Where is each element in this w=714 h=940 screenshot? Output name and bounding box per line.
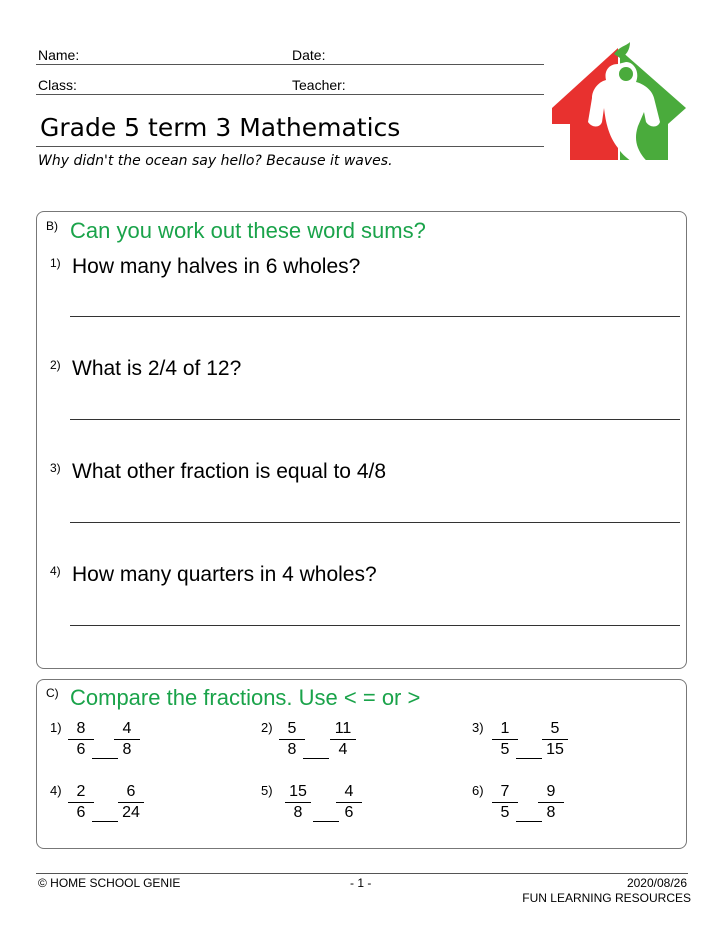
compare-4-answer-blank[interactable] bbox=[92, 821, 118, 822]
compare-5-number: 5) bbox=[261, 783, 273, 798]
numerator: 15 bbox=[285, 782, 311, 803]
compare-3-number: 3) bbox=[472, 720, 484, 735]
compare-5-fraction-a bbox=[285, 782, 311, 823]
compare-4-number: 4) bbox=[50, 783, 62, 798]
numerator: 5 bbox=[279, 719, 305, 740]
denominator: 8 bbox=[546, 804, 556, 821]
title-line bbox=[36, 146, 544, 147]
compare-3-fraction-b bbox=[542, 719, 568, 760]
compare-4-fraction-b bbox=[118, 782, 144, 823]
compare-2-number: 2) bbox=[261, 720, 273, 735]
name-date-line bbox=[36, 64, 544, 65]
numerator: 1 bbox=[492, 719, 518, 740]
compare-2-fraction-b bbox=[330, 719, 356, 760]
class-label: Class: bbox=[38, 77, 77, 93]
section-c-letter: C) bbox=[46, 686, 59, 700]
compare-1-fraction-b bbox=[114, 719, 140, 760]
numerator: 5 bbox=[542, 719, 568, 740]
compare-3-answer-blank[interactable] bbox=[516, 758, 542, 759]
footer-line bbox=[36, 873, 688, 874]
question-4-answer-line[interactable] bbox=[70, 625, 680, 626]
numerator: 2 bbox=[68, 782, 94, 803]
denominator: 8 bbox=[287, 741, 297, 758]
numerator: 11 bbox=[330, 719, 356, 740]
denominator: 15 bbox=[546, 741, 564, 758]
question-4-number: 4) bbox=[50, 564, 61, 578]
teacher-label: Teacher: bbox=[292, 77, 346, 93]
compare-6-fraction-a bbox=[492, 782, 518, 823]
compare-1-fraction-a bbox=[68, 719, 94, 760]
compare-4-fraction-a bbox=[68, 782, 94, 823]
question-1-number: 1) bbox=[50, 256, 61, 270]
numerator: 8 bbox=[68, 719, 94, 740]
question-3-answer-line[interactable] bbox=[70, 522, 680, 523]
question-2-text: What is 2/4 of 12? bbox=[72, 357, 242, 380]
denominator: 8 bbox=[122, 741, 132, 758]
numerator: 6 bbox=[118, 782, 144, 803]
compare-6-fraction-b bbox=[538, 782, 564, 823]
denominator: 6 bbox=[344, 804, 354, 821]
joke-text: Why didn't the ocean say hello? Because it waves. bbox=[38, 153, 393, 169]
footer-page-number: - 1 - bbox=[350, 876, 372, 890]
footer-tagline: FUN LEARNING RESOURCES bbox=[522, 891, 691, 905]
denominator: 5 bbox=[500, 741, 510, 758]
question-3-number: 3) bbox=[50, 461, 61, 475]
compare-5-fraction-b bbox=[336, 782, 362, 823]
question-1-answer-line[interactable] bbox=[70, 316, 680, 317]
name-label: Name: bbox=[38, 47, 80, 63]
compare-6-number: 6) bbox=[472, 783, 484, 798]
question-3-text: What other fraction is equal to 4/8 bbox=[72, 460, 387, 483]
footer-date: 2020/08/26 bbox=[626, 876, 687, 890]
footer-copyright: © HOME SCHOOL GENIE bbox=[38, 876, 181, 890]
denominator: 6 bbox=[76, 741, 86, 758]
numerator: 4 bbox=[336, 782, 362, 803]
class-teacher-line bbox=[36, 94, 544, 95]
denominator: 8 bbox=[293, 804, 303, 821]
section-b-title: Can you work out these word sums? bbox=[70, 218, 426, 243]
compare-2-answer-blank[interactable] bbox=[303, 758, 329, 759]
compare-1-number: 1) bbox=[50, 720, 62, 735]
section-b-letter: B) bbox=[46, 219, 58, 233]
section-b-box bbox=[36, 211, 687, 669]
question-4-text: How many quarters in 4 wholes? bbox=[72, 563, 377, 586]
compare-2-fraction-a bbox=[279, 719, 305, 760]
numerator: 9 bbox=[538, 782, 564, 803]
denominator: 6 bbox=[76, 804, 86, 821]
date-label: Date: bbox=[292, 47, 326, 63]
question-2-answer-line[interactable] bbox=[70, 419, 680, 420]
section-c-title: Compare the fractions. Use < = or > bbox=[70, 685, 421, 710]
denominator: 5 bbox=[500, 804, 510, 821]
numerator: 4 bbox=[114, 719, 140, 740]
question-1-text: How many halves in 6 wholes? bbox=[72, 255, 361, 278]
denominator: 4 bbox=[338, 741, 348, 758]
page-title: Grade 5 term 3 Mathematics bbox=[40, 113, 401, 142]
question-2-number: 2) bbox=[50, 358, 61, 372]
home-school-genie-logo-icon bbox=[548, 42, 690, 184]
numerator: 7 bbox=[492, 782, 518, 803]
compare-3-fraction-a bbox=[492, 719, 518, 760]
denominator: 24 bbox=[122, 804, 140, 821]
